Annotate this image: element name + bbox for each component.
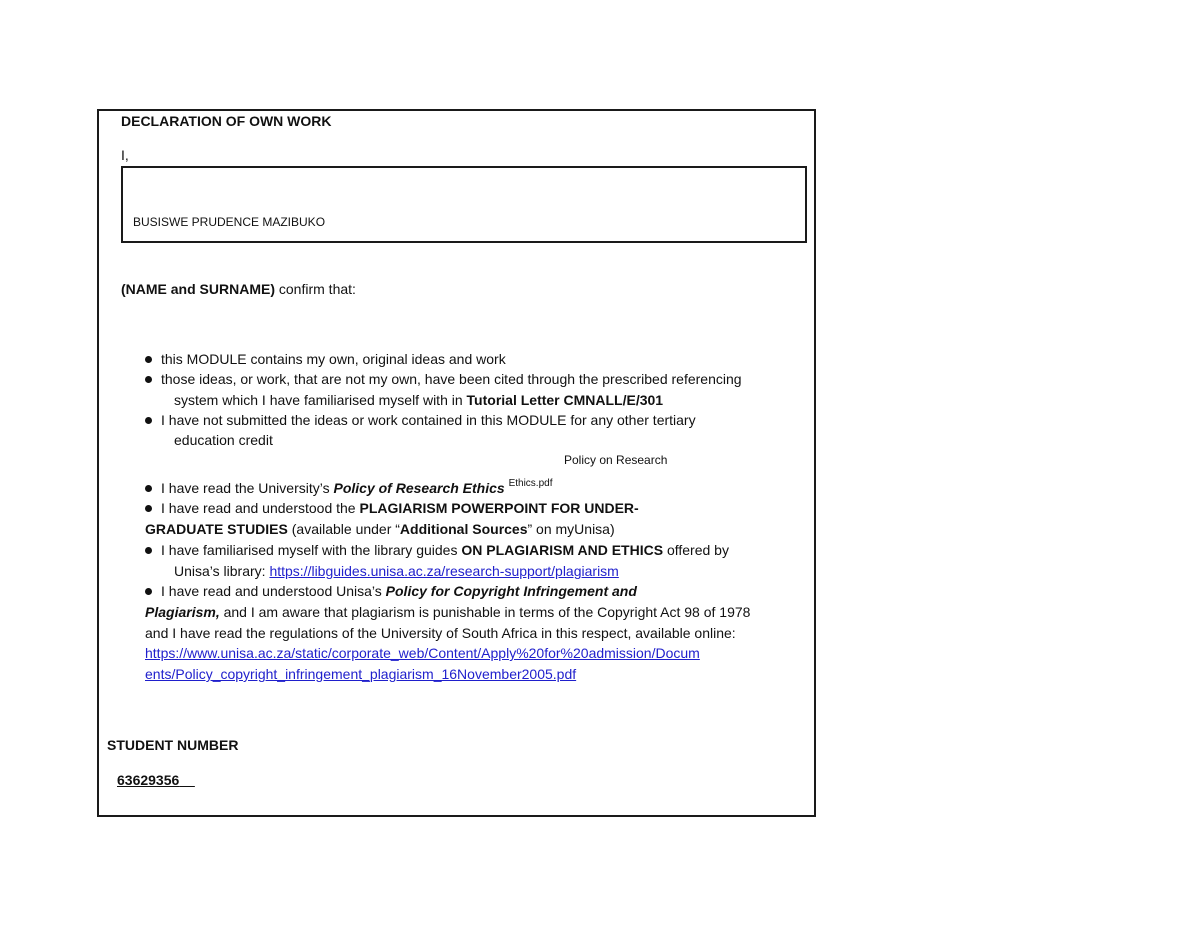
research-ethics-policy: Policy of Research Ethics	[333, 480, 505, 496]
graduate-studies-label: GRADUATE STUDIES	[145, 521, 288, 537]
name-surname-label: (NAME and SURNAME)	[121, 281, 275, 297]
bullet-research-ethics-text: I have read the University’s	[161, 480, 334, 496]
copyright-act-text: and I am aware that plagiarism is punishable in terms of the Copyright Act 98 of 1978	[219, 604, 751, 620]
bullet-cited-line1: those ideas, or work, that are not my own, have been cited through the prescribed referencing	[161, 371, 742, 387]
bullet-not-submitted-line1: I have not submitted the ideas or work contained in this MODULE for any other tertiary	[161, 412, 696, 428]
bullet-cited-text: system which I have familiarised myself with in	[174, 392, 467, 408]
copyright-policy-link-cont[interactable]: ents/Policy_copyright_infringement_plagiarism_16November2005.pdf	[145, 666, 577, 682]
libguides-link[interactable]: https://libguides.unisa.ac.za/research-support/plagiarism	[269, 563, 619, 579]
copyright-link-line1	[145, 643, 700, 663]
bullet-icon	[145, 588, 152, 595]
plagiarism-ppt-title: PLAGIARISM POWERPOINT FOR UNDER-	[359, 500, 639, 516]
bullet-not-submitted-line2: education credit	[174, 432, 273, 448]
bullet-library-guides-text: I have familiarised myself with the library guides	[161, 542, 462, 558]
bullet-copyright-line2	[145, 602, 750, 622]
unisa-library-text: Unisa’s library:	[174, 563, 270, 579]
additional-sources-label: Additional Sources	[399, 521, 528, 537]
student-name: BUSISWE PRUDENCE MAZIBUKO	[133, 215, 326, 229]
bullet-copyright-line1	[161, 581, 637, 601]
copyright-link-line2	[145, 664, 576, 684]
student-number-label: STUDENT NUMBER	[107, 737, 239, 753]
student-number-value: 63629356	[117, 772, 180, 788]
bullet-icon	[145, 505, 152, 512]
bullet-icon	[145, 376, 152, 383]
available-under-text: (available under “	[287, 521, 400, 537]
tutorial-letter-ref: Tutorial Letter CMNALL/E/301	[466, 392, 664, 408]
copyright-policy-title: Policy for Copyright Infringement and	[385, 583, 637, 599]
plagiarism-ethics-label: ON PLAGIARISM AND ETHICS	[461, 542, 664, 558]
confirm-text: confirm that:	[275, 281, 356, 297]
intro-text: I,	[121, 147, 129, 163]
bullet-icon	[145, 485, 152, 492]
bullet-copyright-line3: and I have read the regulations of the University of South Africa in this respect, available online:	[145, 625, 736, 641]
bullet-icon	[145, 417, 152, 424]
bullet-icon	[145, 356, 152, 363]
on-myunisa-text: ” on myUnisa)	[527, 521, 615, 537]
bullet-library-guides-line2	[174, 561, 619, 581]
plagiarism-label: Plagiarism,	[145, 604, 220, 620]
bullet-library-guides-line1	[161, 540, 729, 560]
student-number	[117, 770, 195, 790]
bullet-cited-line2	[174, 390, 663, 410]
bullet-plagiarism-ppt-line2	[145, 519, 615, 539]
policy-caption: Policy on Research	[564, 453, 668, 467]
bullet-own-work: this MODULE contains my own, original ideas and work	[161, 351, 506, 367]
bullet-copyright-text: I have read and understood Unisa’s	[161, 583, 386, 599]
declaration-title: DECLARATION OF OWN WORK	[121, 113, 332, 129]
confirm-line	[121, 279, 356, 299]
bullet-icon	[145, 547, 152, 554]
offered-by-text: offered by	[663, 542, 729, 558]
student-number-blank	[179, 772, 195, 788]
copyright-policy-link[interactable]: https://www.unisa.ac.za/static/corporate_web/Content/Apply%20for%20admission/Docum	[145, 645, 700, 661]
bullet-plagiarism-ppt-text: I have read and understood the	[161, 500, 360, 516]
ethics-pdf-label: Ethics.pdf	[508, 478, 553, 489]
bullet-plagiarism-ppt-line1	[161, 498, 639, 518]
